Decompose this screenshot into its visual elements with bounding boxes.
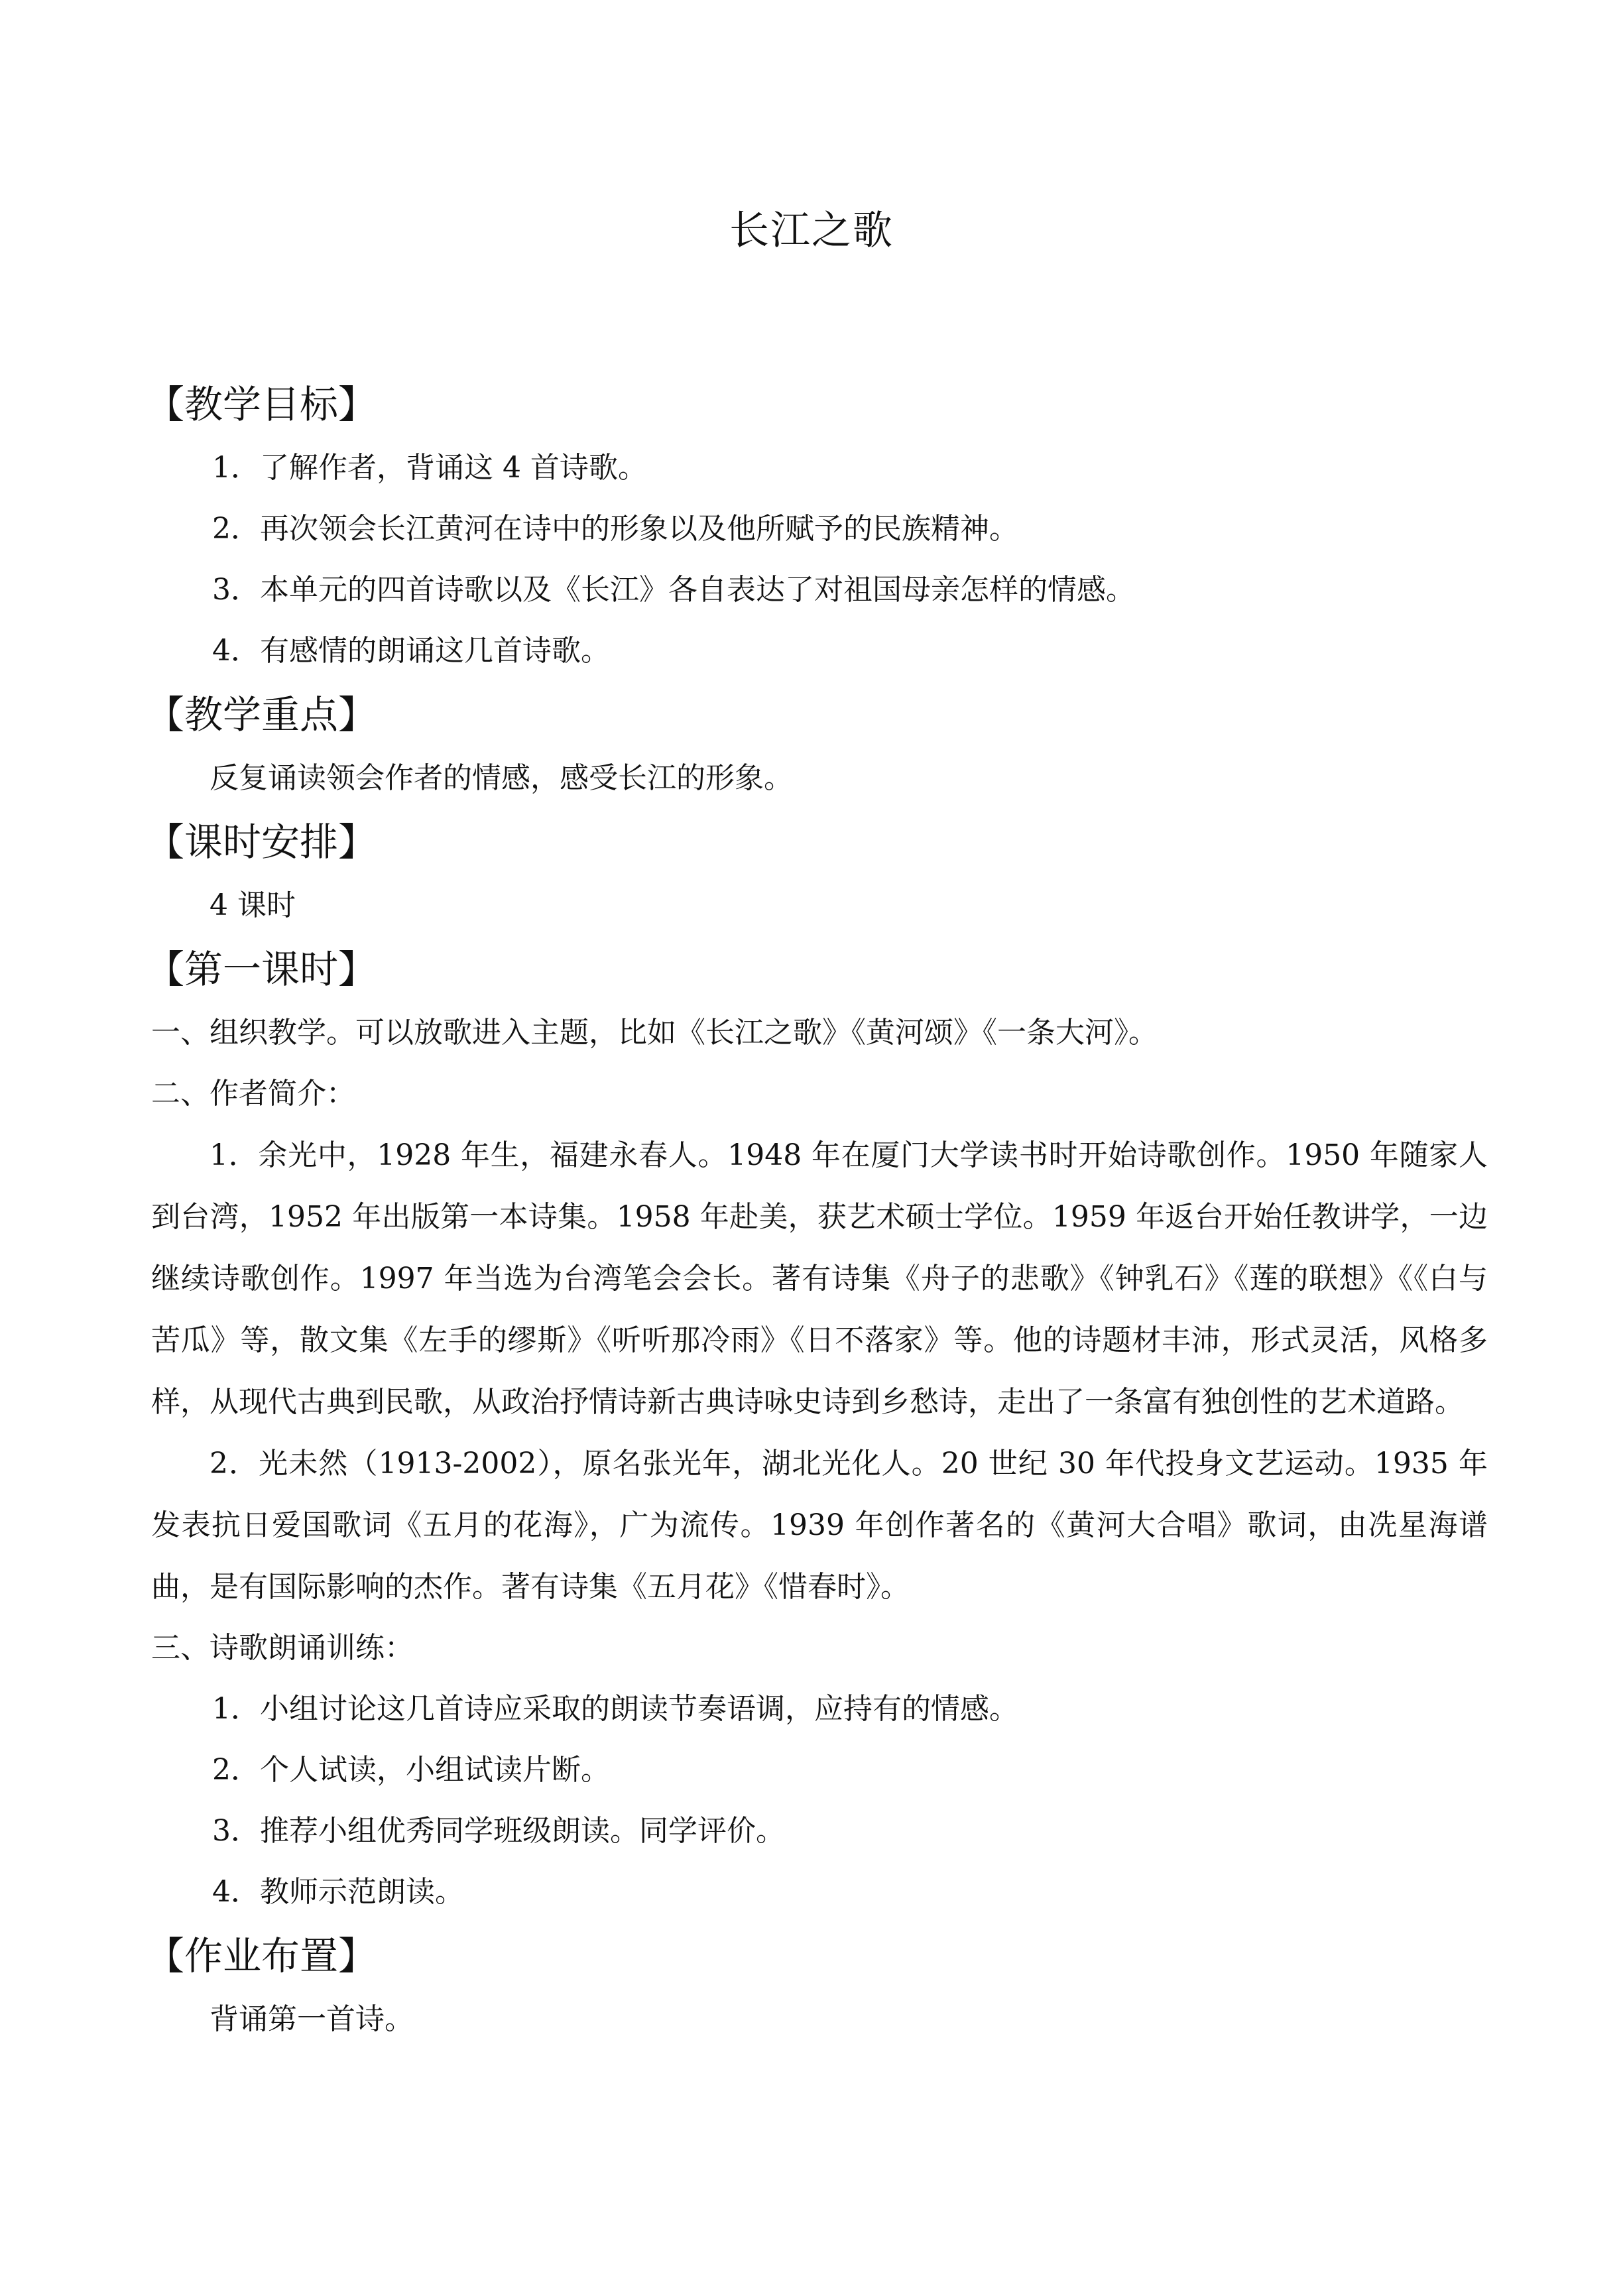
section-heading-homework: 【作业布置】 (146, 1933, 377, 1978)
author-bio-yu-guangzhong (151, 1124, 1488, 1433)
lesson-step-authors: 二、作者简介： (151, 1077, 355, 1111)
author-bio-yu-text: 1．余光中，1928 年生，福建永春人。1948 年在厦门大学读书时开始诗歌创作。1950 年随家人到台湾，1952 年出版第一本诗集。1958 年赴美，获艺术硕士学位。1959 年返台开始任教讲学，一边继续诗歌创作。1997 年当选为台湾笔会会长。著有诗集《舟子的悲歌》《钟乳石》《莲的联想》《《白与苦瓜》等，散文集《左手的缪斯》《听听那冷雨》《日不落家》等。他的诗题材丰沛，形式灵活，风格多样，从现代古典到民歌，从政治抒情诗新古典诗咏史诗到乡愁诗，走出了一条富有独创性的艺术道路。 (151, 1138, 1488, 1419)
author-bio-guang-weiran (151, 1433, 1488, 1618)
goal-item: 3．本单元的四首诗歌以及《长江》各自表达了对祖国母亲怎样的情感。 (212, 573, 1135, 607)
goal-item: 2．再次领会长江黄河在诗中的形象以及他所赋予的民族精神。 (212, 512, 1018, 546)
homework-text: 背诵第一首诗。 (210, 2002, 414, 2036)
focus-text: 反复诵读领会作者的情感，感受长江的形象。 (210, 761, 793, 795)
goal-item: 4．有感情的朗诵这几首诗歌。 (212, 634, 610, 668)
training-item: 2．个人试读，小组试读片断。 (212, 1753, 610, 1787)
schedule-text: 4 课时 (210, 888, 296, 922)
training-item: 4．教师示范朗读。 (212, 1875, 464, 1909)
section-heading-goals: 【教学目标】 (146, 382, 377, 427)
goal-item: 1．了解作者，背诵这 4 首诗歌。 (212, 451, 647, 485)
section-heading-schedule: 【课时安排】 (146, 819, 377, 865)
training-item: 1．小组讨论这几首诗应采取的朗读节奏语调，应持有的情感。 (212, 1692, 1018, 1726)
document-body (146, 371, 1488, 2050)
section-heading-lesson1: 【第一课时】 (146, 947, 377, 992)
document-title: 长江之歌 (729, 208, 894, 254)
training-item: 3．推荐小组优秀同学班级朗读。同学评价。 (212, 1814, 785, 1848)
lesson-step-training: 三、诗歌朗诵训练： (151, 1631, 414, 1665)
section-heading-focus: 【教学重点】 (146, 692, 377, 737)
lesson-step-organize: 一、组织教学。可以放歌进入主题，比如《长江之歌》《黄河颂》《一条大河》。 (151, 1016, 1158, 1050)
author-bio-guang-text: 2．光未然（1913-2002），原名张光年，湖北光化人。20 世纪 30 年代投身文艺运动。1935 年发表抗日爱国歌词《五月的花海》，广为流传。1939 年创作著名的《黄河大合唱》歌词，由冼星海谱曲，是有国际影响的杰作。著有诗集《五月花》《惜春时》。 (151, 1447, 1488, 1604)
